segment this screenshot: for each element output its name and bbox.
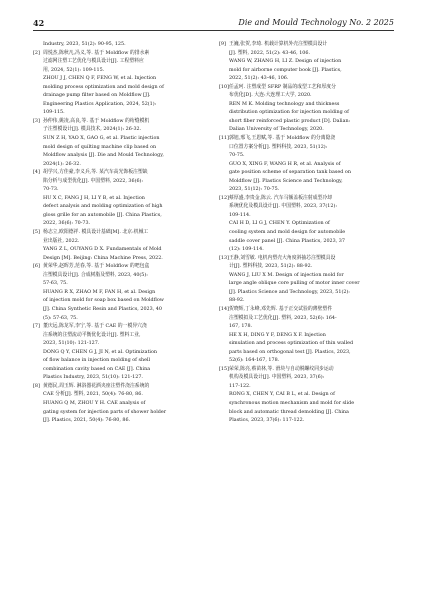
reference-line: 过滤网注塑工艺优化与模具设计[J]. 工程塑料应	[43, 58, 144, 65]
reference-number: [7]	[33, 323, 40, 330]
reference-line: [J]. 塑料, 2022, 51(2): 43-46, 106.	[229, 49, 310, 56]
reference-line: 注系统的注塑流动平衡优化设计[J]. 塑料工业,	[43, 331, 141, 338]
reference-line: gating system for injection parts of shower holder	[43, 408, 167, 415]
reference-line: simulation and process optimization of thin walled	[229, 340, 354, 347]
reference-line: Plastics, 2023, 37(6): 117-122.	[229, 417, 305, 424]
reference-line: HU X C, FANG J H, LI Y B, et al. Injection	[43, 194, 145, 201]
reference-line: 机构及模具设计[J]. 中国塑料, 2023, 37(6):	[229, 374, 325, 381]
reference-line: 70-75.	[229, 152, 245, 159]
reference-line: 陷分析与成型优化[J]. 中国塑料, 2022, 36(6):	[43, 177, 144, 184]
reference-line: molding process optimization and mold design of	[43, 83, 164, 90]
reference-line: saddle cover panel [J]. China Plastics, 2023, 37	[229, 237, 345, 244]
reference-line: HUANG Q M, ZHOU Y H. CAE analysis of	[43, 399, 146, 406]
reference-line: Plastics Industry, 2023, 51(10): 121-127.	[43, 374, 143, 381]
reference-line: GUO X, XING F, WANG H R, et al. Analysis of	[229, 160, 341, 167]
reference-line: 117-122.	[229, 382, 251, 389]
reference-line: cooling system and mold design for automobile	[229, 229, 346, 236]
reference-line: 2024(1): 26-32.	[43, 160, 81, 167]
page-number: 42	[33, 18, 45, 28]
reference-line: 2023, 51(12): 70-75.	[229, 186, 280, 193]
reference-number: [8]	[33, 382, 40, 389]
reference-entry	[33, 228, 205, 262]
reference-line: 52(6): 164-167, 178.	[229, 357, 280, 364]
reference-line: REN M K. Molding technology and thickness	[229, 100, 340, 107]
reference-line: short fiber reinforced plastic product [D]. Dalian:	[229, 117, 351, 124]
reference-line: Moldflow analysis [J]. Die and Mould Technology,	[43, 152, 164, 159]
reference-number: [15]	[219, 365, 229, 372]
reference-line: 黄德民,周玉辉. 淋浴器花洒夹座注塑件浇注系统的	[43, 382, 150, 389]
reference-line: 胡学兴,方佳豪,李义兵,等. 某汽车高光饰板注塑缺	[43, 169, 148, 176]
reference-number: [10]	[219, 83, 229, 90]
reference-line: mold for airborne computer book [J]. Plastics,	[229, 66, 342, 73]
reference-entry	[33, 49, 205, 117]
reference-line: mold design of quilting machine clip based on	[43, 143, 157, 150]
reference-line: 57-63, 75.	[43, 280, 68, 287]
reference-line: 注塑模拟及工艺优化[J]. 塑料, 2023, 52(6): 164-	[229, 314, 337, 321]
reference-line: 郭旭,邢飞,王恩赋,等. 基于 Moldflow 的分离隐浇	[229, 135, 336, 142]
reference-line: defect analysis and molding optimization of high	[43, 203, 163, 210]
reference-line: 88-92.	[229, 297, 245, 304]
reference-line: 黄荣华,赵晖芳,范春,等. 基于 Moldflow 的吧包盒	[43, 263, 150, 270]
reference-line: 王静,刘雪敏. 电机内塑壳大角度斜抽芯注塑模具设	[229, 254, 336, 261]
reference-number: [2]	[33, 49, 40, 56]
reference-line: block and automatic thread demolding [J]. China	[229, 408, 349, 415]
reference-line: Engineering Plastics Application, 2024, 52(1):	[43, 100, 157, 107]
reference-line: CAE 分析[J]. 塑料, 2021, 50(4): 76-80, 86.	[43, 391, 143, 398]
reference-line: 王巍,张贺,李琦. 机载计算机外壳注塑模具设计	[229, 41, 328, 47]
reference-line: 计[J]. 塑料科技, 2023, 51(2): 88-92.	[229, 263, 313, 270]
reference-number: [13]	[219, 254, 229, 261]
reference-line: [J]. Plastics Science and Technology, 2023, 51(2):	[229, 288, 350, 295]
reference-line: 董庆远,陈龙军,李宁,等. 基于 CAE 的一模异穴浇	[43, 323, 147, 330]
reference-line: synchronous motion mechanism and mold for slide	[229, 399, 355, 406]
reference-number: [11]	[219, 135, 229, 142]
reference-line: SUN Z H, YAO X, GAO G, et al. Plastic injection	[43, 135, 160, 142]
reference-line: DONG Q Y, CHEN G J, JI N, et al. Optimization	[43, 348, 158, 355]
reference-entry	[219, 365, 391, 425]
journal-title: Die and Mould Technology No. 2 2025	[238, 18, 394, 27]
reference-line: 周悦杰,陈秋凡,冯义,等. 基于 Moldflow 的排水素	[43, 49, 150, 56]
reference-number: [6]	[33, 263, 40, 270]
left-column	[33, 40, 205, 425]
reference-line: of injection mold for soap box based on Moldflow	[43, 297, 164, 304]
reference-line: 系统优化及模具设计[J]. 中国塑料, 2023, 37(12):	[229, 203, 337, 210]
reference-line: RONG X, CHEN Y, CAI B L, et al. Design of	[229, 391, 335, 398]
reference-line: 荣荣,陈亮,蔡苗林,等. 滑块与自动脱螺纹同步运动	[229, 365, 334, 372]
reference-line: (5): 57-63, 75.	[43, 314, 78, 321]
reference-line: 子注塑模设计[J]. 模具技术, 2024(1): 26-32.	[43, 126, 142, 133]
reference-line: parts based on orthogonal test [J]. Plastics, 2023,	[229, 348, 351, 355]
reference-line: 业出版社, 2022.	[43, 237, 80, 244]
reference-entry	[33, 382, 205, 425]
page-header	[33, 18, 394, 31]
reference-number: [3]	[33, 117, 40, 124]
reference-number: [14]	[219, 305, 229, 312]
reference-line: Design [M]. Beijing: China Machine Press, 2022.	[43, 254, 163, 261]
reference-line: 布优化[D]. 大连:大连理工大学, 2020.	[229, 92, 312, 99]
reference-number: [5]	[33, 229, 40, 236]
reference-entry	[33, 168, 205, 228]
reference-line: 2022, 36(6): 70-73.	[43, 220, 91, 227]
reference-number: [4]	[33, 169, 40, 176]
reference-line: distribution optimization for injection molding of	[229, 109, 349, 116]
reference-line: HUANG R X, ZHAO M F, FAN H, et al. Design	[43, 288, 156, 295]
reference-line: Industry, 2023, 51(2): 90-95, 125.	[43, 41, 126, 47]
reference-entry	[219, 134, 391, 194]
reference-entry	[33, 322, 205, 382]
reference-line: Moldflow [J]. Plastics Science and Technology,	[229, 177, 343, 184]
reference-line: [J]. Plastics, 2021, 50(4): 76-80, 86.	[43, 417, 131, 424]
reference-line: YANG Z L, OUYANG D X. Fundamentals of Mold	[43, 246, 162, 253]
reference-line: drainage pump filter based on Moldflow [J].	[43, 92, 151, 99]
reference-entry	[219, 305, 391, 365]
reference-line: 用, 2024, 52(1): 109-115.	[43, 66, 105, 73]
reference-line: 任孟珂. 注塑成型 SFRP 制品的成型工艺和厚度分	[229, 83, 336, 90]
reference-line: gate position scheme of separation tank based on	[229, 169, 351, 176]
reference-line: 2023, 51(10): 121-127.	[43, 340, 100, 347]
reference-line: 70-73.	[43, 186, 59, 193]
reference-line: gloss grille for an automobile [J]. China Plastics,	[43, 211, 162, 218]
reference-entry	[219, 254, 391, 305]
reference-line: 109-115.	[43, 109, 65, 116]
reference-line: WANG J, LIU X M. Design of injection mold for	[229, 271, 344, 278]
reference-entry	[33, 262, 205, 322]
reference-number: [12]	[219, 194, 229, 201]
reference-line: 109-114.	[229, 211, 251, 218]
right-column	[219, 40, 391, 425]
reference-line: 蔡厚盛,李贵金,陈云. 汽车马额盖板注射成型冷却	[229, 194, 333, 201]
reference-entry	[219, 83, 391, 134]
reference-line: 口位置方案分析[J]. 塑料科技, 2023, 51(12):	[229, 143, 328, 150]
reference-continuation	[33, 40, 205, 49]
reference-line: 贺晓辉,丁永峰,邓先辉. 基于正交试验的薄壁塑件	[229, 305, 333, 312]
reference-line: CAI H D, LI G J, CHEN Y. Optimization of	[229, 220, 330, 227]
reference-line: HE X H, DING Y F, DENG X F. Injection	[229, 331, 326, 338]
reference-line: ZHOU J J, CHEN Q F, FENG W, et al. Injection	[43, 75, 157, 82]
reference-line: 孙仲伟,姚凌,高良,等. 基于 Moldflow 的绗缝模机	[43, 117, 150, 124]
reference-number: [9]	[219, 41, 226, 47]
reference-entry	[33, 117, 205, 168]
reference-line: (12): 109-114.	[229, 246, 264, 253]
reference-line: WANG W, ZHANG H, LI Z. Design of injection	[229, 58, 342, 65]
reference-line: of flow balance in injection molding of shell	[43, 357, 151, 364]
reference-entry	[219, 194, 391, 254]
reference-entry	[219, 40, 391, 83]
reference-line: large angle oblique core pulling of motor inner cover	[229, 280, 360, 287]
reference-line: 注塑模具设计[J]. 合成树脂及塑料, 2023, 40(5):	[43, 271, 148, 278]
reference-line: 2022, 51(2): 43-46, 106.	[229, 75, 289, 82]
reference-line: 杨志立,欧阳德祥. 模具设计基础[M]. 北京:机械工	[43, 229, 149, 236]
reference-line: 167, 178.	[229, 323, 253, 330]
reference-line: [J]. China Synthetic Resin and Plastics, 2023, 40	[43, 305, 162, 312]
reference-line: combination cavity based on CAE [J]. China	[43, 365, 151, 372]
reference-line: Dalian University of Technology, 2020.	[229, 126, 324, 133]
